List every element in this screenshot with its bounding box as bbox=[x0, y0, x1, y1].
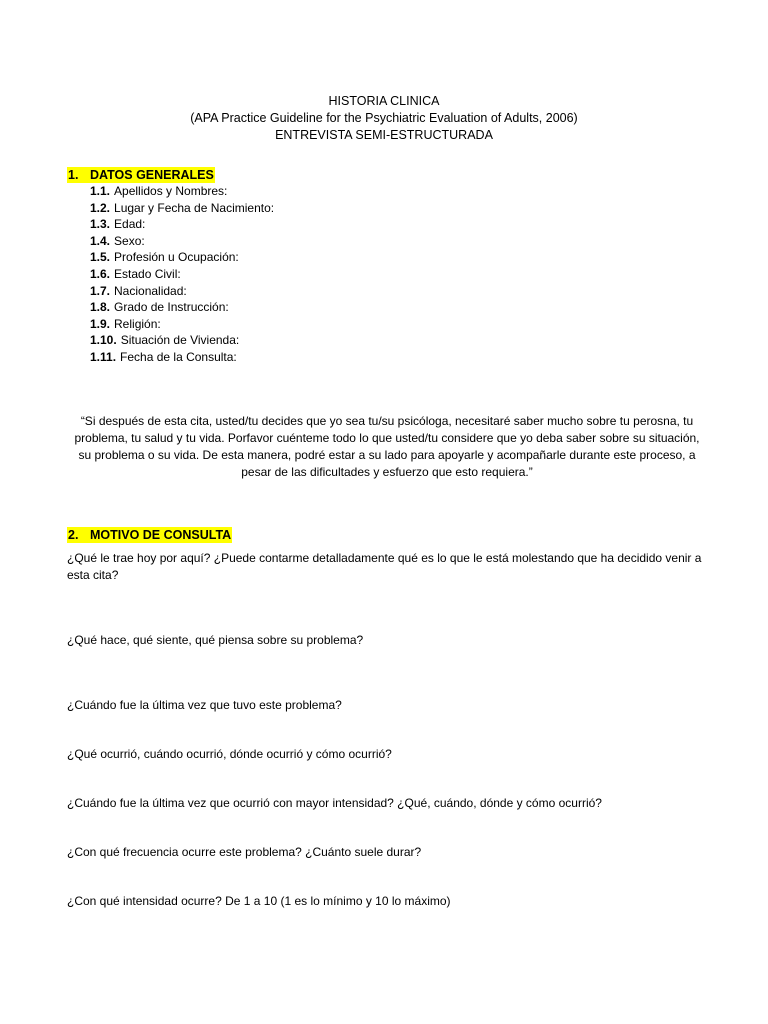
question-6: ¿Con qué frecuencia ocurre este problema? ¿Cuánto suele durar? bbox=[67, 845, 422, 859]
question-1: ¿Qué le trae hoy por aquí? ¿Puede contarme detalladamente qué es lo que le está molestando que ha decidido venir a esta cita? bbox=[67, 551, 702, 582]
document-title: HISTORIA CLINICA bbox=[328, 94, 440, 108]
question-5: ¿Cuándo fue la última vez que ocurrió con mayor intensidad? ¿Qué, cuándo, dónde y cómo ocurrió? bbox=[67, 796, 602, 810]
document-subtitle: (APA Practice Guideline for the Psychiatric Evaluation of Adults, 2006) bbox=[190, 111, 578, 125]
document-subtitle-2: ENTREVISTA SEMI-ESTRUCTURADA bbox=[275, 128, 493, 142]
section-1-title: DATOS GENERALES bbox=[90, 168, 214, 182]
list-item: 1.5. Profesión u Ocupación: bbox=[90, 250, 239, 265]
list-item: 1.9. Religión: bbox=[90, 316, 161, 331]
section-1-number: 1. bbox=[68, 168, 79, 182]
list-item: 1.7. Nacionalidad: bbox=[90, 283, 187, 298]
list-item: 1.11. Fecha de la Consulta: bbox=[90, 349, 237, 364]
datos-generales-list bbox=[90, 183, 274, 366]
section-2-heading bbox=[67, 527, 232, 543]
list-item: 1.8. Grado de Instrucción: bbox=[90, 300, 229, 315]
intro-quote: “Si después de esta cita, usted/tu decides que yo sea tu/su psicóloga, necesitaré saber mucho sobre tu perosna, tu problema, tu salud y tu vida. Porfavor cuénteme todo lo que usted/tu considere que yo deba saber sobre su situación, su problema o su vida. De esta manera, podré estar a su lado para apoyarle y acompañarle durante este proceso, a pesar de las dificultades y esfuerzo que esto requiera.” bbox=[74, 414, 700, 479]
list-item: 1.1. Apellidos y Nombres: bbox=[90, 184, 228, 198]
list-item: 1.10. Situación de Vivienda: bbox=[90, 333, 240, 348]
question-2: ¿Qué hace, qué siente, qué piensa sobre su problema? bbox=[67, 633, 364, 647]
list-item: 1.2. Lugar y Fecha de Nacimiento: bbox=[90, 200, 275, 215]
question-7: ¿Con qué intensidad ocurre? De 1 a 10 (1 es lo mínimo y 10 lo máximo) bbox=[67, 894, 451, 908]
question-4: ¿Qué ocurrió, cuándo ocurrió, dónde ocurrió y cómo ocurrió? bbox=[67, 747, 392, 761]
section-2-number: 2. bbox=[68, 528, 79, 542]
question-3: ¿Cuándo fue la última vez que tuvo este problema? bbox=[67, 698, 342, 712]
section-1-heading bbox=[67, 167, 215, 183]
list-item: 1.6. Estado Civil: bbox=[90, 266, 181, 281]
list-item: 1.3. Edad: bbox=[90, 217, 146, 232]
section-2-title: MOTIVO DE CONSULTA bbox=[90, 528, 232, 542]
list-item: 1.4. Sexo: bbox=[90, 233, 145, 248]
